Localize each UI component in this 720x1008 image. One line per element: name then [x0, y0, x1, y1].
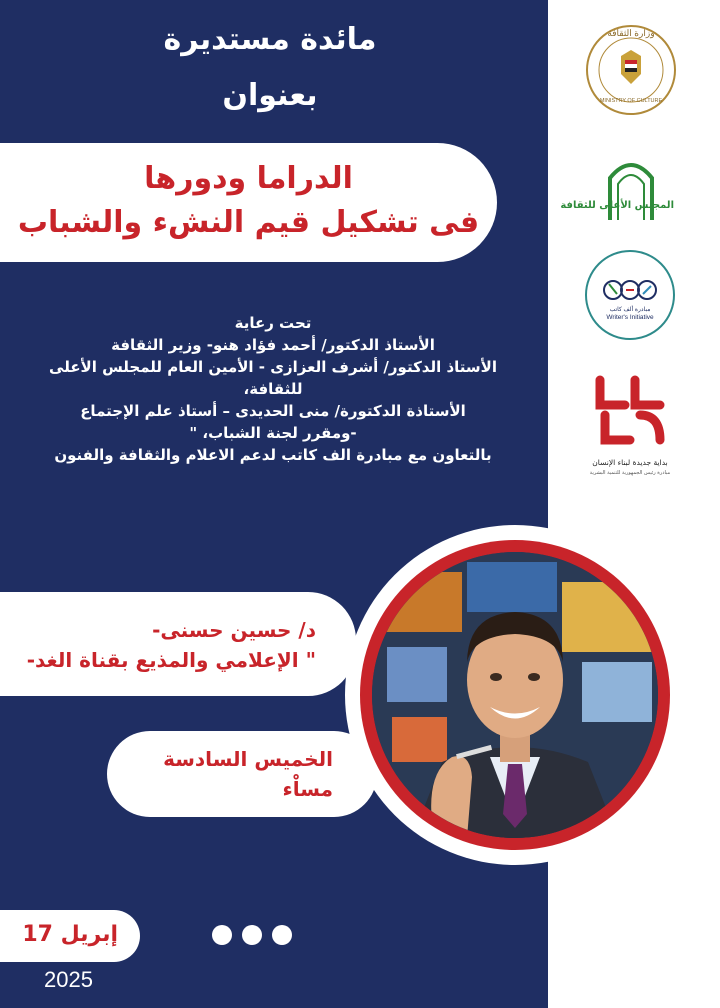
- council-label: المجلس الأعلى للثقافة: [560, 200, 674, 211]
- schedule-time: مساْء: [282, 777, 333, 801]
- ministry-arabic-label: وزارة الثقافة: [607, 28, 655, 38]
- event-date: إبريل 17: [22, 922, 118, 947]
- writers-arabic-label: مبادرة ألف كاتب: [609, 307, 651, 313]
- ministry-of-culture-logo: [585, 24, 677, 116]
- ministry-english-label: MINISTRY OF CULTURE: [599, 98, 663, 104]
- speaker-illustration: [372, 552, 658, 838]
- patronage-line: للثقافة،: [243, 380, 303, 398]
- dot: [212, 925, 232, 945]
- speaker-photo: [372, 552, 658, 838]
- patronage-line: بالتعاون مع مبادرة الف كاتب لدعم الاعلام والثقافة والفنون: [54, 446, 492, 464]
- bidaya-logo: [580, 370, 680, 485]
- patronage-line: الأستاذ الدكتور/ أحمد فؤاد هنو- وزير الثقافة: [111, 336, 435, 354]
- event-year: 2025: [44, 967, 93, 992]
- decorative-dots: [212, 925, 292, 945]
- bidaya-caption: بداية جديدة لبناء الإنسان: [592, 458, 668, 467]
- speaker-name: د/ حسين حسنى-: [152, 618, 316, 642]
- topic-banner: [0, 143, 497, 262]
- event-type-subtitle: بعنوان: [222, 78, 318, 113]
- patronage-line: -ومقرر لجنة الشباب، ": [189, 424, 357, 442]
- topic-line-1: الدراما ودورها: [144, 161, 353, 196]
- dot: [272, 925, 292, 945]
- speaker-photo-frame: [345, 525, 685, 865]
- patronage-block: [18, 312, 528, 466]
- photo-red-ring: [360, 540, 670, 850]
- schedule-day: الخميس السادسة: [163, 747, 333, 771]
- speaker-banner: [0, 592, 356, 696]
- writers-initiative-logo: [583, 248, 677, 342]
- date-banner: [0, 910, 140, 962]
- speaker-role: " الإعلامي والمذيع بقناة الغد-: [26, 648, 316, 672]
- writers-english-label: Writer's Initiative: [606, 314, 654, 321]
- schedule-banner: [107, 731, 377, 817]
- topic-line-2: فى تشكيل قيم النشء والشباب: [17, 205, 480, 240]
- patronage-line: الأستاذ الدكتور/ أشرف العزازى - الأمين العام للمجلس الأعلى: [49, 358, 497, 376]
- patronage-heading: تحت رعاية: [234, 314, 312, 332]
- patronage-line: الأستاذة الدكتورة/ منى الحديدى – أستاذ علم الإجتماع: [80, 402, 466, 420]
- bidaya-subcaption: مبادرة رئيس الجمهورية للتنمية البشرية: [589, 470, 671, 476]
- dot: [242, 925, 262, 945]
- event-type-title: مائدة مستديرة: [163, 22, 377, 57]
- supreme-council-logo: [560, 148, 674, 228]
